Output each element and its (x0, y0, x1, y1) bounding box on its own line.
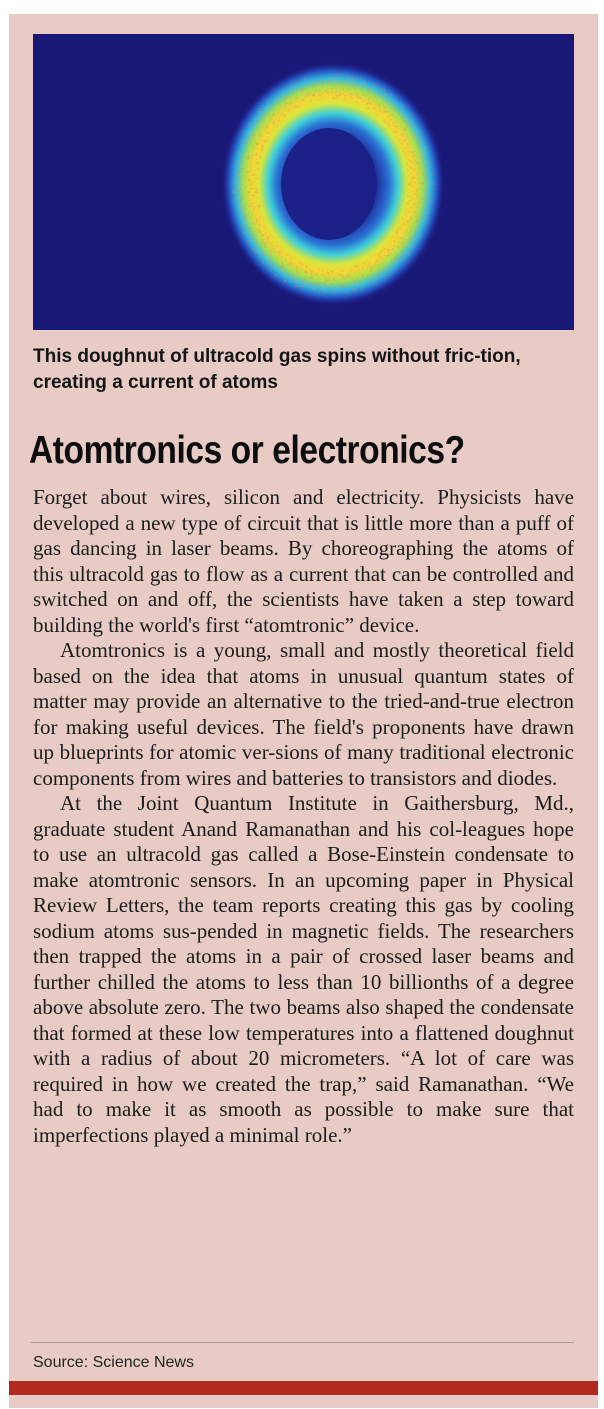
image-caption: This doughnut of ultracold gas spins without fric-tion, creating a current of atoms (33, 346, 521, 393)
article-body (33, 485, 574, 1148)
article-headline: Atomtronics or electronics? (29, 429, 465, 472)
ultracold-ring-graphic (33, 34, 574, 330)
article-card (9, 14, 598, 1408)
divider (31, 1342, 574, 1343)
paragraph: At the Joint Quantum Institute in Gaithersburg, Md., graduate student Anand Ramanathan and his col-leagues hope to use an ultracold gas called a Bose-Einstein condensate to make atomtronic sensors. In an upcoming paper in Physical Review Letters, the team reports creating this gas by cooling sodium atoms sus-pended in magnetic fields. The researchers then trapped the atoms in a pair of crossed laser beams and further chilled the atoms to less than 10 billionths of a degree above absolute zero. The two beams also shaped the condensate that formed at these low temperatures into a flattened doughnut with a radius of about 20 micrometers. “A lot of care was required in how we created the trap,” said Ramanathan. “We had to make it as smooth as possible to make sure that imperfections played a minimal role.” (33, 791, 574, 1147)
paragraph: Forget about wires, silicon and electricity. Physicists have developed a new type of circuit that is little more than a puff of gas dancing in laser beams. By choreographing the atoms of this ultracold gas to flow as a current that can be controlled and switched on and off, the scientists have taken a step toward building the world's first “atomtronic” device. (33, 485, 574, 637)
bottom-accent-bar (9, 1381, 598, 1395)
source-credit: Source: Science News (33, 1354, 194, 1371)
atom-cloud-image (33, 34, 574, 330)
paragraph: Atomtronics is a young, small and mostly theoretical field based on the idea that atoms in unusual quantum states of matter may provide an alternative to the tried-and-true electron for making useful devices. The field's proponents have drawn up blueprints for atomic ver-sions of many traditional electronic components from wires and batteries to transistors and diodes. (33, 638, 574, 790)
